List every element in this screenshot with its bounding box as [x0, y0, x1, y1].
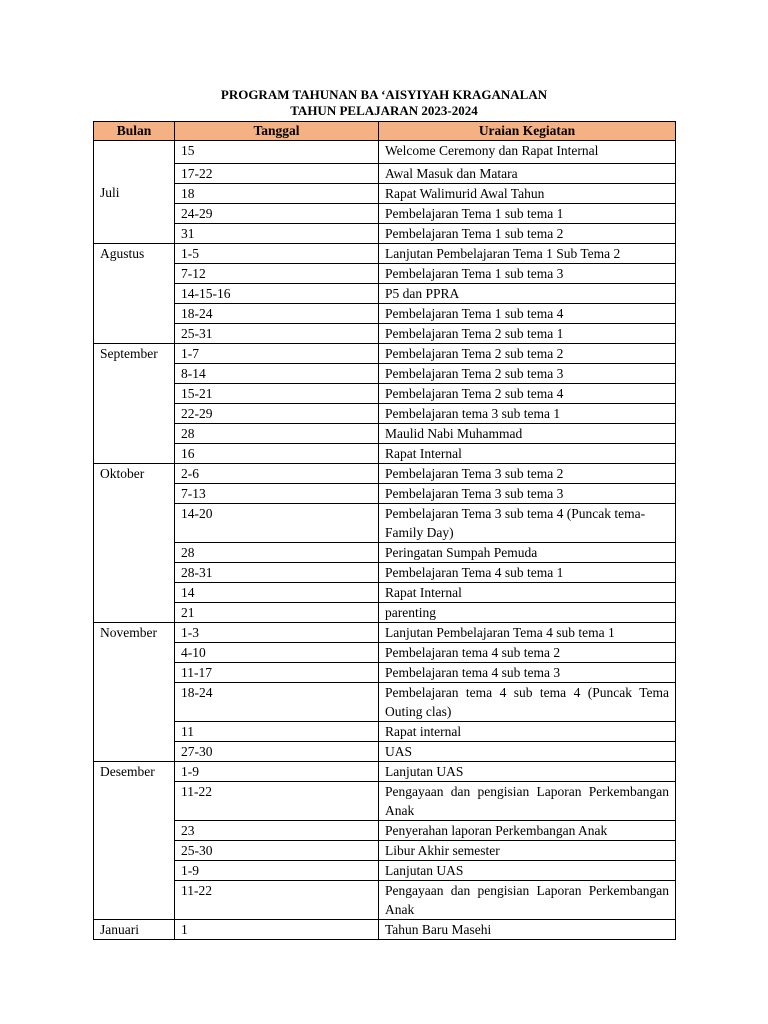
- tanggal-cell: 25-31: [175, 324, 379, 344]
- uraian-cell: Pembelajaran Tema 4 sub tema 1: [379, 563, 676, 583]
- table-row: [94, 722, 676, 742]
- month-cell: Agustus: [94, 244, 175, 344]
- tanggal-cell: 4-10: [175, 643, 379, 663]
- title-line-1: PROGRAM TAHUNAN BA ‘AISYIYAH KRAGANALAN: [220, 87, 548, 102]
- table-row: [94, 782, 676, 821]
- uraian-cell: Rapat Internal: [379, 583, 676, 603]
- table-row: [94, 284, 676, 304]
- uraian-cell: Pembelajaran Tema 3 sub tema 4 (Puncak tema-Family Day): [379, 504, 676, 543]
- table-row: [94, 881, 676, 920]
- uraian-cell: Pengayaan dan pengisian Laporan Perkembangan Anak: [379, 782, 676, 821]
- tanggal-cell: 7-13: [175, 484, 379, 504]
- table-row: [94, 603, 676, 623]
- header-tanggal: Tanggal: [175, 122, 379, 141]
- table-row: [94, 264, 676, 284]
- uraian-cell: parenting: [379, 603, 676, 623]
- table-row: [94, 821, 676, 841]
- uraian-cell: Tahun Baru Masehi: [379, 920, 676, 940]
- uraian-cell: Libur Akhir semester: [379, 841, 676, 861]
- uraian-cell: Welcome Ceremony dan Rapat Internal: [379, 141, 676, 164]
- month-cell: November: [94, 623, 175, 762]
- table-row: [94, 224, 676, 244]
- uraian-cell: Pembelajaran tema 4 sub tema 2: [379, 643, 676, 663]
- table-row: [94, 623, 676, 643]
- month-cell: September: [94, 344, 175, 464]
- tanggal-cell: 1-9: [175, 861, 379, 881]
- tanggal-cell: 1-7: [175, 344, 379, 364]
- month-cell: Desember: [94, 762, 175, 920]
- uraian-cell: Pembelajaran Tema 2 sub tema 2: [379, 344, 676, 364]
- table-row: [94, 404, 676, 424]
- table-row: [94, 244, 676, 264]
- table-row: [94, 304, 676, 324]
- uraian-cell: Pembelajaran Tema 1 sub tema 1: [379, 204, 676, 224]
- table-row: [94, 344, 676, 364]
- tanggal-cell: 11-22: [175, 782, 379, 821]
- table-row: [94, 861, 676, 881]
- uraian-cell: Lanjutan Pembelajaran Tema 4 sub tema 1: [379, 623, 676, 643]
- uraian-cell: Rapat Walimurid Awal Tahun: [379, 184, 676, 204]
- uraian-cell: Rapat Internal: [379, 444, 676, 464]
- table-row: [94, 504, 676, 543]
- tanggal-cell: 24-29: [175, 204, 379, 224]
- tanggal-cell: 7-12: [175, 264, 379, 284]
- table-row: [94, 384, 676, 404]
- tanggal-cell: 8-14: [175, 364, 379, 384]
- tanggal-cell: 2-6: [175, 464, 379, 484]
- table-row: [94, 324, 676, 344]
- table-row: [94, 663, 676, 683]
- table-row: [94, 424, 676, 444]
- table-row: [94, 464, 676, 484]
- table-row: [94, 762, 676, 782]
- uraian-cell: Awal Masuk dan Matara: [379, 164, 676, 184]
- tanggal-cell: 14-15-16: [175, 284, 379, 304]
- uraian-cell: Lanjutan Pembelajaran Tema 1 Sub Tema 2: [379, 244, 676, 264]
- tanggal-cell: 17-22: [175, 164, 379, 184]
- tanggal-cell: 11: [175, 722, 379, 742]
- table-row: [94, 563, 676, 583]
- uraian-cell: Maulid Nabi Muhammad: [379, 424, 676, 444]
- header-bulan: Bulan: [94, 122, 175, 141]
- table-row: [94, 643, 676, 663]
- tanggal-cell: 27-30: [175, 742, 379, 762]
- tanggal-cell: 23: [175, 821, 379, 841]
- uraian-cell: Pembelajaran Tema 3 sub tema 3: [379, 484, 676, 504]
- table-row: [94, 742, 676, 762]
- uraian-cell: Pembelajaran Tema 2 sub tema 4: [379, 384, 676, 404]
- uraian-cell: Pembelajaran Tema 1 sub tema 2: [379, 224, 676, 244]
- tanggal-cell: 1: [175, 920, 379, 940]
- table-row: [94, 583, 676, 603]
- page-title: [0, 87, 768, 119]
- uraian-cell: UAS: [379, 742, 676, 762]
- uraian-cell: Pembelajaran tema 4 sub tema 4 (Puncak Tema Outing clas): [379, 683, 676, 722]
- tanggal-cell: 16: [175, 444, 379, 464]
- tanggal-cell: 25-30: [175, 841, 379, 861]
- title-line-2: TAHUN PELAJARAN 2023-2024: [290, 103, 478, 118]
- tanggal-cell: 22-29: [175, 404, 379, 424]
- tanggal-cell: 28-31: [175, 563, 379, 583]
- tanggal-cell: 14: [175, 583, 379, 603]
- tanggal-cell: 1-3: [175, 623, 379, 643]
- uraian-cell: Penyerahan laporan Perkembangan Anak: [379, 821, 676, 841]
- tanggal-cell: 18: [175, 184, 379, 204]
- program-table: [93, 121, 676, 940]
- uraian-cell: Pembelajaran Tema 2 sub tema 1: [379, 324, 676, 344]
- table-row: [94, 484, 676, 504]
- tanggal-cell: 14-20: [175, 504, 379, 543]
- uraian-cell: Rapat internal: [379, 722, 676, 742]
- table-row: [94, 683, 676, 722]
- header-uraian: Uraian Kegiatan: [379, 122, 676, 141]
- tanggal-cell: 1-5: [175, 244, 379, 264]
- uraian-cell: Pembelajaran Tema 1 sub tema 4: [379, 304, 676, 324]
- uraian-cell: P5 dan PPRA: [379, 284, 676, 304]
- tanggal-cell: 21: [175, 603, 379, 623]
- tanggal-cell: 11-17: [175, 663, 379, 683]
- month-cell: Januari: [94, 920, 175, 940]
- month-cell: Oktober: [94, 464, 175, 623]
- uraian-cell: Lanjutan UAS: [379, 861, 676, 881]
- table-row: [94, 204, 676, 224]
- uraian-cell: Pembelajaran tema 3 sub tema 1: [379, 404, 676, 424]
- table-row: [94, 920, 676, 940]
- uraian-cell: Pembelajaran tema 4 sub tema 3: [379, 663, 676, 683]
- uraian-cell: Pengayaan dan pengisian Laporan Perkembangan Anak: [379, 881, 676, 920]
- tanggal-cell: 18-24: [175, 304, 379, 324]
- table-row: [94, 543, 676, 563]
- table-row: [94, 141, 676, 164]
- tanggal-cell: 11-22: [175, 881, 379, 920]
- uraian-cell: Pembelajaran Tema 1 sub tema 3: [379, 264, 676, 284]
- month-cell: Juli: [94, 141, 175, 244]
- tanggal-cell: 15-21: [175, 384, 379, 404]
- table-row: [94, 164, 676, 184]
- table-row: [94, 364, 676, 384]
- uraian-cell: Lanjutan UAS: [379, 762, 676, 782]
- table-row: [94, 444, 676, 464]
- uraian-cell: Pembelajaran Tema 3 sub tema 2: [379, 464, 676, 484]
- tanggal-cell: 15: [175, 141, 379, 164]
- tanggal-cell: 18-24: [175, 683, 379, 722]
- tanggal-cell: 31: [175, 224, 379, 244]
- table-row: [94, 184, 676, 204]
- table-body: [94, 141, 676, 940]
- table-header-row: [94, 122, 676, 141]
- tanggal-cell: 28: [175, 543, 379, 563]
- tanggal-cell: 28: [175, 424, 379, 444]
- uraian-cell: Peringatan Sumpah Pemuda: [379, 543, 676, 563]
- table-row: [94, 841, 676, 861]
- tanggal-cell: 1-9: [175, 762, 379, 782]
- uraian-cell: Pembelajaran Tema 2 sub tema 3: [379, 364, 676, 384]
